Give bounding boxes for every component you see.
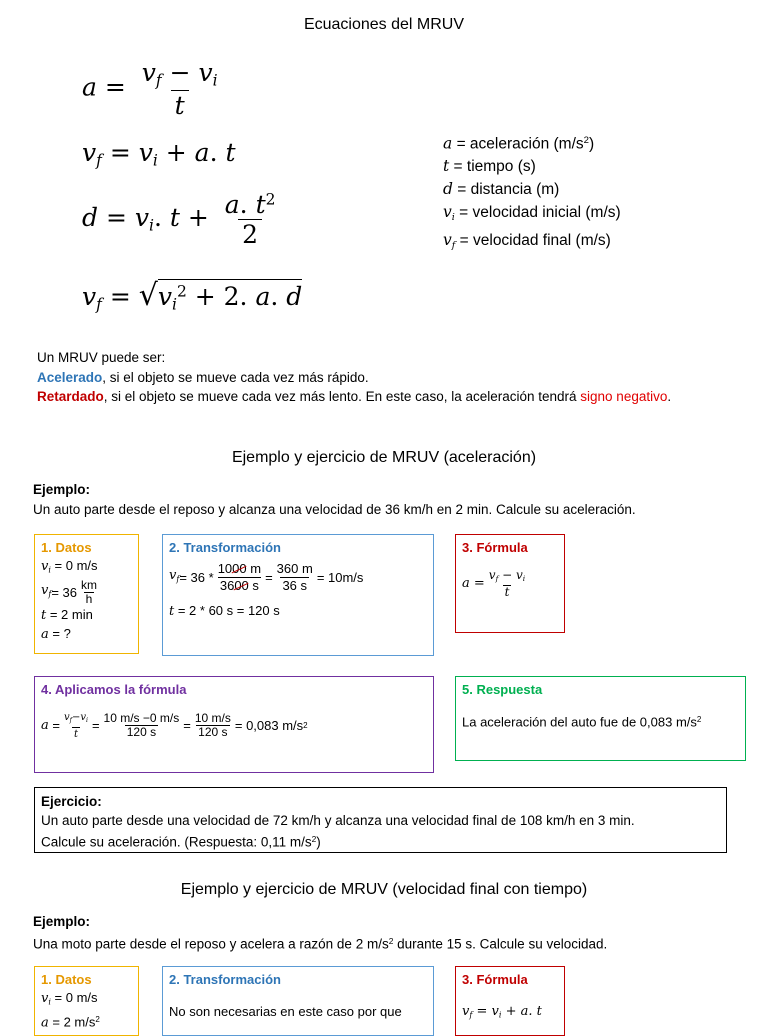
transformacion-box: 2. Transformación $v_f$ = 36 * $\frac{1000 m}{3600 s}$ = $\frac{360 m}{36 s}$ = 10m/s t = 2 * 60 s = 120 s — [162, 534, 434, 656]
mruv-types: Un MRUV puede ser: Acelerado, si el objeto se mueve cada vez más rápido. Retardado, si el objeto se mueve cada vez más lento. En este caso, la aceleración tendrá signo negativo. — [37, 350, 672, 404]
formula-box: 3. Fórmula a = $\frac{v_f - v_i}{t}$ — [455, 534, 565, 633]
equation-velocity-squared: $v_f = √v_i^2 + 2$. a. d — [82, 278, 303, 314]
section1-title: Ejemplo y ejercicio de MRUV (aceleración) — [231, 449, 537, 466]
page-title: Ecuaciones del MRUV — [303, 16, 465, 33]
legend-vi: $v_i$ = velocidad inicial (m/s) — [443, 203, 621, 224]
respuesta-box: 5. Respuesta La aceleración del auto fue de 0,083 $m/s^2$ — [455, 676, 746, 761]
datos-box-2: 1. Datos $v_i = 0$ m/s a = 2 $m/s^2$ — [34, 966, 139, 1036]
legend-vf: $v_f$ = velocidad final (m/s) — [443, 231, 611, 252]
section1-example: Ejemplo: Un auto parte desde el reposo y alcanza una velocidad de 36 km/h en 2 min. Calcule su aceleración. — [33, 482, 636, 517]
equation-distance: $d = v_i$. t + $\frac{a. t^2}{2}$ — [82, 190, 276, 249]
equation-final-velocity: $v_f = v_i + a$. t — [82, 138, 236, 170]
formula-box-2: 3. Fórmula $v_f = v_i + a$. t — [455, 966, 565, 1036]
ejercicio-box: Ejercicio: Un auto parte desde una velocidad de 72 km/h y alcanza una velocidad final de 108 km/h en 3 min. Calcule su aceleración. (Respuesta: 0,11 $m/s^2$) — [34, 787, 727, 853]
legend-t: t = tiempo (s) — [443, 157, 536, 176]
section2-example: Ejemplo: Una moto parte desde el reposo y acelera a razón de 2 $m/s^2$ durante 15 s. Calcule su velocidad. — [33, 914, 608, 952]
variable-legend — [443, 129, 621, 257]
equation-acceleration: a = $\frac{v_f - v_i}{t}$ — [82, 58, 218, 120]
section2-title: Ejemplo y ejercicio de MRUV (velocidad final con tiempo) — [180, 881, 588, 898]
legend-d: d = distancia (m) — [443, 180, 560, 199]
legend-a: a = aceleración $(m/s^2)$ — [443, 134, 595, 153]
datos-box: 1. Datos $v_i = 0$ m/s $v_f$ = 36 $\frac{km}{h}$ t = 2 min a = ? — [34, 534, 139, 654]
aplicamos-box: 4. Aplicamos la fórmula a = $\frac{v_f-v_i}{t}$ = $\frac{10 m/s -0 m/s}{120 s}$ = $\frac{10 m/s}{120 s}$ = 0,083 m/s 2 — [34, 676, 434, 773]
transformacion-box-2: 2. Transformación No son necesarias en este caso por que — [162, 966, 434, 1036]
